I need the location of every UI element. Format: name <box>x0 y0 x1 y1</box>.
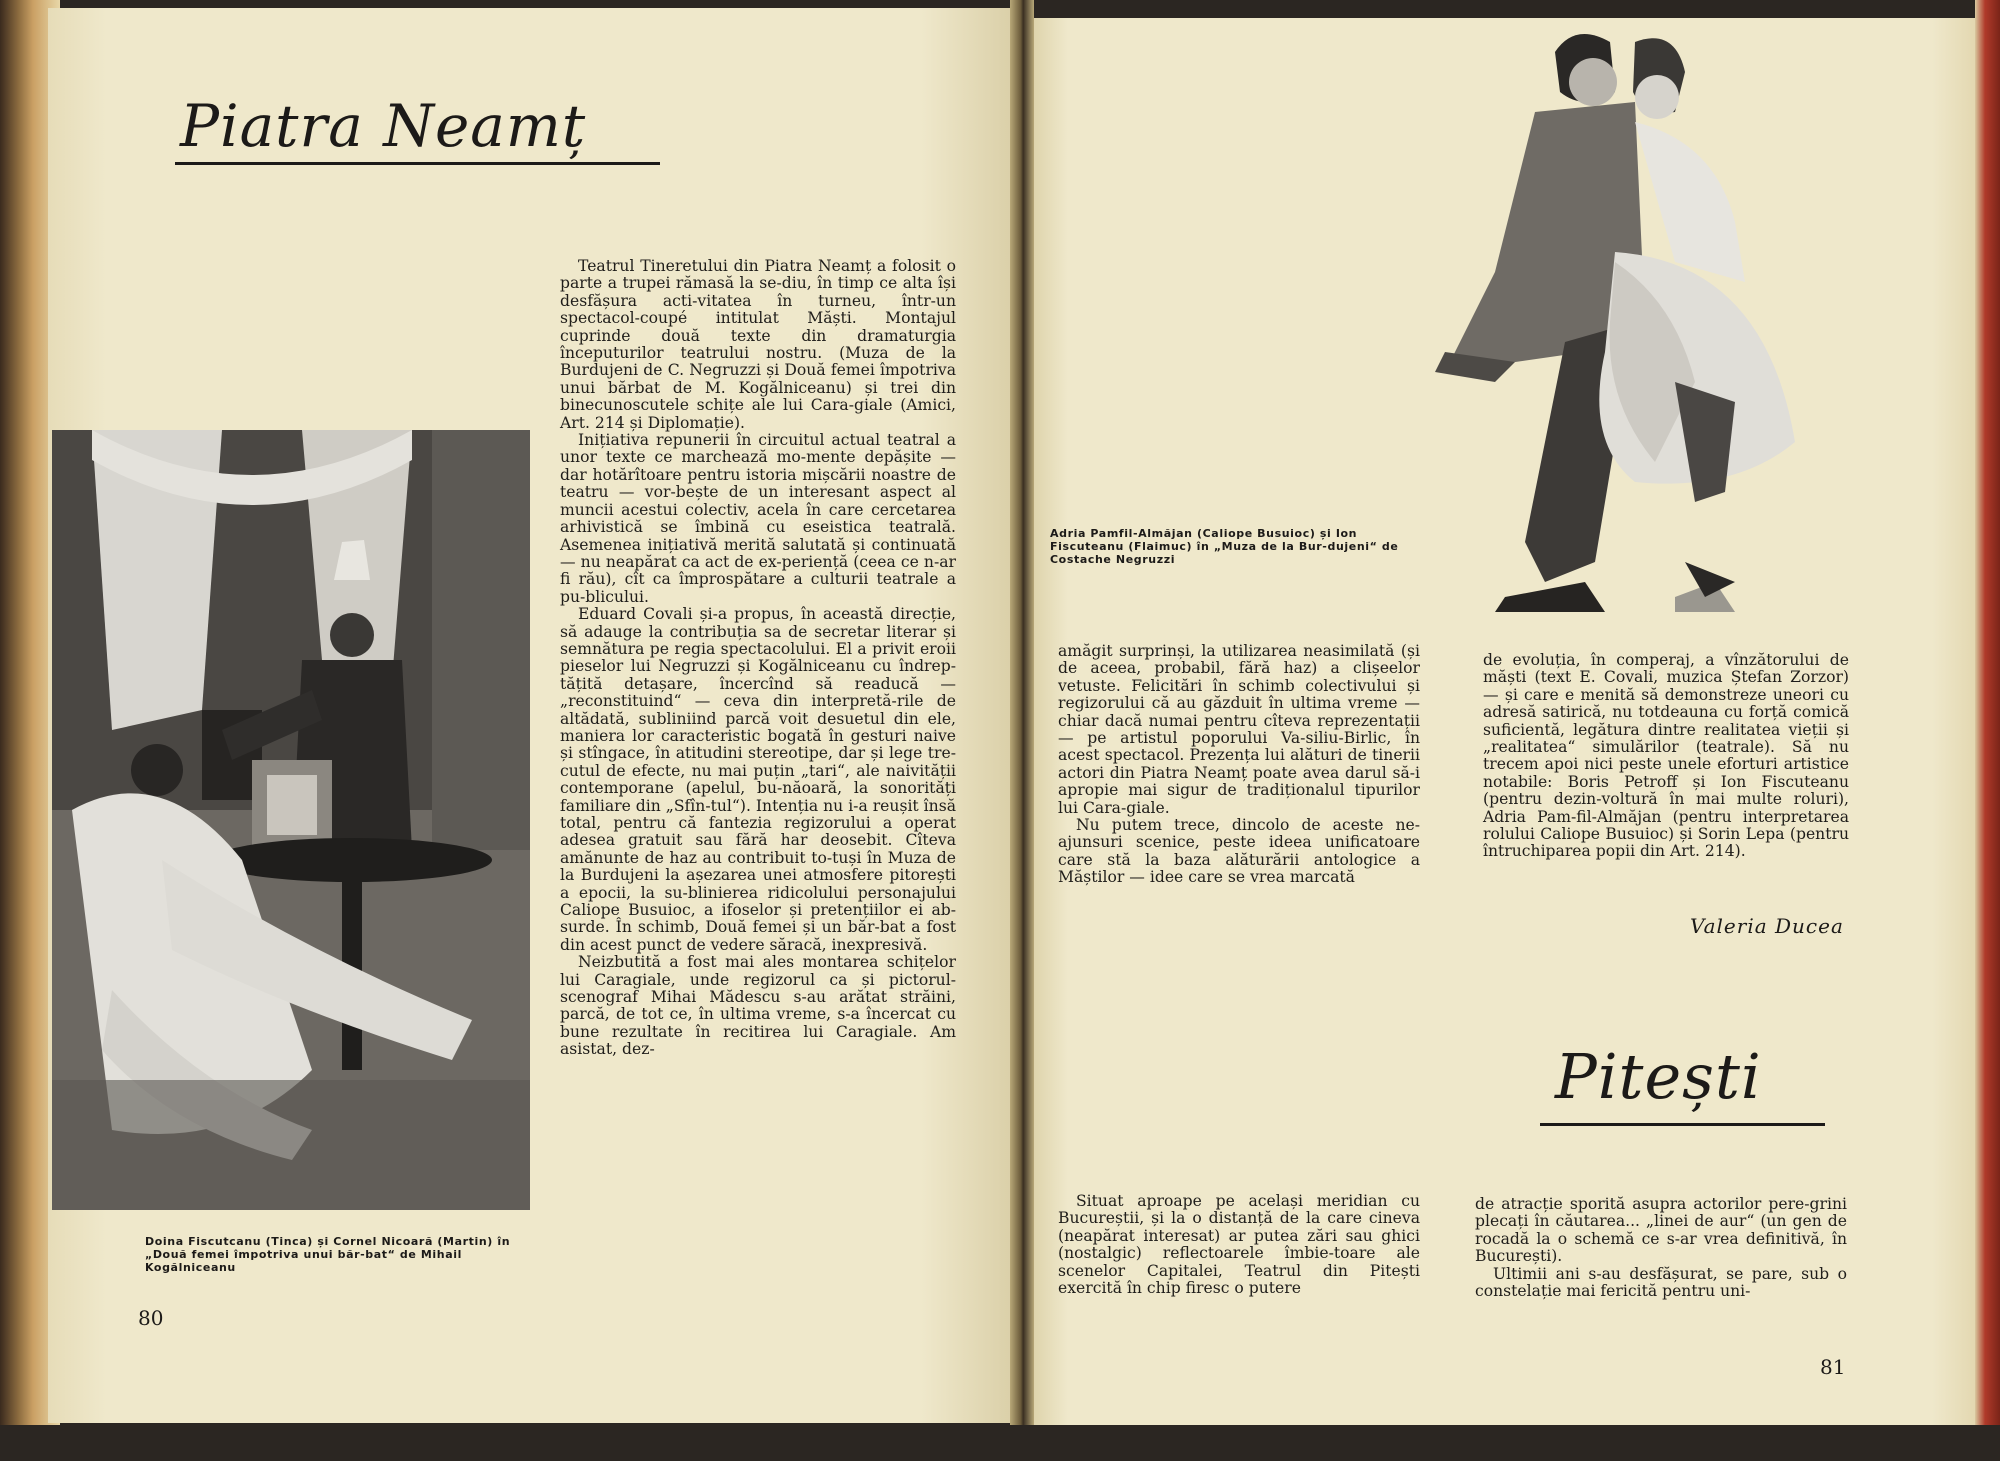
paragraph: Situat aproape pe același meridian cu Bucureștii, și la o distanță de la care cineva (neapărat interesat) ar putea zări sau ghici (nostalgic) reflectoarele îmbie-toare ale scenelor Capitalei, Teatrul din Pitești exercită în chip firesc o putere <box>1058 1192 1420 1298</box>
paragraph: amăgit surprinși, la utilizarea neasimilată (și de aceea, probabil, fără haz) a clișeelor vetuste. Felicitări în schimb colectivului și regizorului că au găzduit în ultima vreme — chiar dacă numai pentru cîteva reprezentații — pe artistul poporului Va-siliu-Birlic, în acest spectacol. Prezența lui alături de tinerii actori din Piatra Neamț poate avea darul să-i apropie mai sigur de tradiționalul tipurilor lui Cara-giale. <box>1058 642 1420 817</box>
book-bottom-edge <box>0 1425 2000 1461</box>
paragraph: Nu putem trece, dincolo de aceste ne-ajunsuri scenice, peste ideea unificatoare care stă la baza alăturării antologice a Măștilor — idee care se vrea marcată <box>1058 816 1420 887</box>
book-edge <box>1975 0 2000 1461</box>
paragraph: Ultimii ani s-au desfășurat, se pare, sub o constelație mai fericită pentru uni- <box>1475 1264 1847 1301</box>
paragraph: de atracție sporită asupra actorilor pere-grini plecați în căutarea... „linei de aur“ (un gen de rocadă la o schemă ce s-ar vrea definitivă, în București). <box>1475 1195 1847 1266</box>
article-column-middle <box>1058 643 1420 887</box>
photo-caption-right: Adria Pamfil-Almăjan (Caliope Busuioc) și Ion Fiscuteanu (Flaimuc) în „Muza de la Bur-dujeni“ de Costache Negruzzi <box>1050 527 1399 566</box>
paragraph: Inițiativa repunerii în circuitul actual teatral a unor texte ce marchează mo-mente depășite — dar hotărîtoare pentru istoria mișcării noastre de teatru — vor-bește de un interesant aspect al muncii acestui colectiv, acela în care cercetarea arhivistică se îmbină cu eseistica teatrală. Asemenea inițiativă merită salutată și continuată — nu neapărat ca act de ex-periență (ceea ce n-ar fi rău), cît ca împrospătare a culturii teatrale a pu-blicului. <box>560 431 956 606</box>
stage-photo-right <box>1435 22 1805 622</box>
author-signature: Valeria Ducea <box>1690 914 1844 938</box>
stage-photo-left <box>52 430 530 1210</box>
stage-scene-illustration <box>52 430 530 1210</box>
article-column-right <box>1483 652 1849 861</box>
pitesti-column-1 <box>1058 1193 1420 1297</box>
section-title-piatra-neamt: Piatra Neamț <box>180 92 587 160</box>
paragraph: Teatrul Tineretului din Piatra Neamț a folosit o parte a trupei rămasă la se-diu, în timp ce alta își desfășura acti-vitatea în turneu, într-un spectacol-coupé intitulat Măști. Montajul cuprinde două texte din dramaturgia începuturilor teatrului nostru. (Muza de la Burdujeni de C. Negruzzi și Două femei împotriva unui bărbat de M. Kogălniceanu) și trei din binecunoscutele schițe ale lui Cara-giale (Amici, Art. 214 și Diplomație). <box>560 257 956 432</box>
photo-caption-left: Doina Fiscutcanu (Tinca) și Cornel Nicoară (Martin) în „Două femei împotriva unui băr-bat“ de Mihail Kogălniceanu <box>145 1235 511 1274</box>
pitesti-column-2 <box>1475 1196 1847 1300</box>
paragraph: de evoluția, în comperaj, a vînzătorului de măști (text E. Covali, muzica Ștefan Zorzor) — și care e menită să demonstreze uneori cu adresă satirică, nu totdeauna cu forță comică suficientă, legătura dintre realitatea vieții și „realitatea“ simulărilor (teatrale). Să nu trecem apoi nici peste unele eforturi artistice notabile: Boris Petroff și Ion Fiscuteanu (pentru dezin-voltură în mai multe roluri), Adria Pam-fil-Almăjan (pentru interpretarea rolului Caliope Busuioc) și Sorin Lepa (pentru întruchiparea popii din Art. 214). <box>1483 651 1849 861</box>
article-column-left <box>560 258 956 1059</box>
section-title-pitesti: Pitești <box>1555 1040 1762 1113</box>
paragraph: Eduard Covali și-a propus, în această direcție, să adauge la contribuția sa de secretar literar și semnătura pe regia spectacolului. El a privit eroii pieselor lui Negruzzi și Kogălniceanu cu îndrep-tățită detașare, încercînd să readucă — „reconstituind“ — ceva din interpretă-rile de altădată, subliniind parcă voit desuetul din ele, maniera lor caracteristic bogată în gesturi naive și stîngace, în atitudini stereotipe, dar și lege tre-cutul de efecte, nu mai puțin „tari“, ale naivității contemporane (apelul, bu-năoară, la sonorități familiare din „Sfîn-tul“). Intenția nu i-a reușit însă total, pentru că fantezia regizorului a operat adesea gratuit sau fără har deosebit. Cîteva amănunte de haz au contribuit to-tuși în Muza de la Burdujeni la așezarea unei atmosfere pitorești a epocii, la su-blinierea ridicolului personajului Caliope Busuioc, a ifoselor și pretențiilor ei ab-surde. În schimb, Două femei și un băr-bat a fost din acest punct de vedere săracă, inexpresivă. <box>560 605 956 954</box>
title-underline <box>175 162 660 165</box>
page-gutter <box>1010 0 1034 1461</box>
dancing-couple-illustration <box>1435 22 1805 622</box>
title-underline <box>1540 1123 1825 1126</box>
paragraph: Neizbutită a fost mai ales montarea schițelor lui Caragiale, unde regizorul ca și pictorul-scenograf Mihai Mădescu s-au arătat străini, parcă, de tot ce, în ultima vreme, s-a încercat cu bune rezultate în recitirea lui Caragiale. Am asistat, dez- <box>560 953 956 1059</box>
page-number-left: 80 <box>138 1306 164 1330</box>
page-number-right: 81 <box>1820 1355 1846 1379</box>
